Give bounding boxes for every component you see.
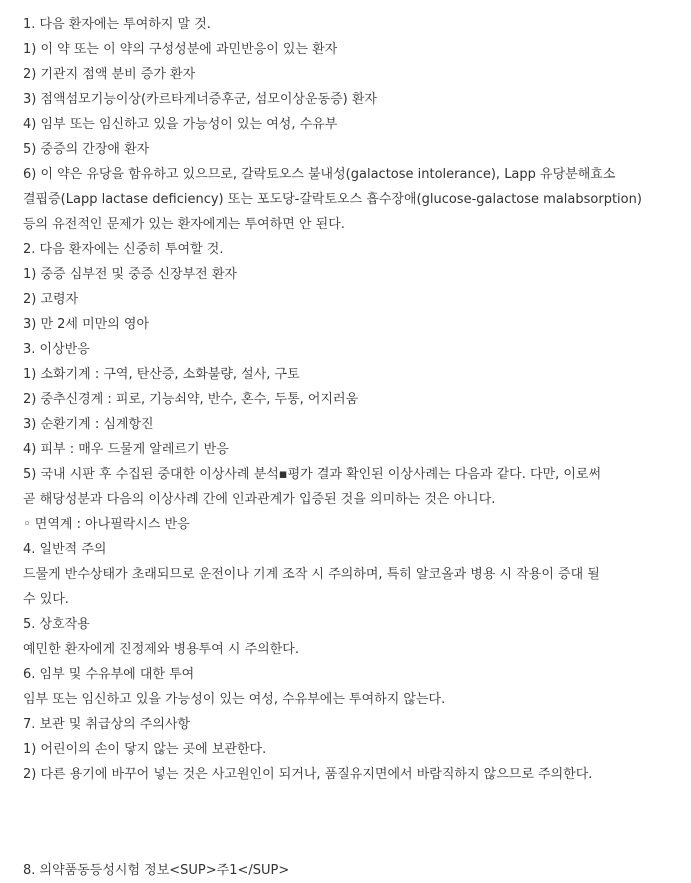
text-line: 2) 중추신경계 : 피로, 기능쇠약, 반수, 혼수, 두통, 어지러움 [23, 392, 359, 407]
text-line: 4) 피부 : 매우 드물게 알레르기 반응 [23, 442, 229, 457]
text-line: 예민한 환자에게 진정제와 병용투여 시 주의한다. [23, 642, 299, 657]
text-line: 곧 해당성분과 다음의 이상사례 간에 인과관계가 입증된 것을 의미하는 것은 아니다. [23, 492, 496, 507]
text-line: 3) 만 2세 미만의 영아 [23, 317, 150, 332]
section-heading-interactions: 5. 상호작용 [23, 617, 90, 632]
text-line: 수 있다. [23, 592, 69, 607]
text-line: 2) 기관지 점액 분비 증가 환자 [23, 67, 196, 82]
text-line: 1) 중증 심부전 및 중증 신장부전 환자 [23, 267, 237, 282]
text-line: 3) 순환기계 : 심계항진 [23, 417, 154, 432]
section-heading-pregnancy: 6. 임부 및 수유부에 대한 투여 [23, 667, 195, 682]
text-line: ◦ 면역계 : 아나필락시스 반응 [23, 517, 190, 532]
section-heading-careful-use: 2. 다음 환자에는 신중히 투여할 것. [23, 242, 224, 257]
text-line: 등의 유전적인 문제가 있는 환자에게는 투여하면 안 된다. [23, 217, 345, 232]
section-heading-general-precautions: 4. 일반적 주의 [23, 542, 107, 557]
text-line: 임부 또는 임신하고 있을 가능성이 있는 여성, 수유부에는 투여하지 않는다. [23, 692, 446, 707]
text-line: 1) 소화기계 : 구역, 탄산증, 소화불량, 설사, 구토 [23, 367, 300, 382]
text-line: 5) 중증의 간장애 환자 [23, 142, 150, 157]
document-body [23, 12, 683, 787]
section-heading-contraindications: 1. 다음 환자에는 투여하지 말 것. [23, 17, 211, 32]
section-heading-storage: 7. 보관 및 취급상의 주의사항 [23, 717, 191, 732]
text-line: 6) 이 약은 유당을 함유하고 있으므로, 갈락토오스 불내성(galactose intolerance), Lapp 유당분해효소 [23, 167, 616, 182]
text-line: 1) 어린이의 손이 닿지 않는 곳에 보관한다. [23, 742, 267, 757]
text-line: 5) 국내 시판 후 수집된 중대한 이상사례 분석▪평가 결과 확인된 이상사례는 다음과 같다. 다만, 이로써 [23, 467, 602, 482]
section-heading-equivalence-info: 8. 의약품동등성시험 정보<SUP>주1</SUP> [23, 863, 290, 878]
text-line: 4) 임부 또는 임신하고 있을 가능성이 있는 여성, 수유부 [23, 117, 338, 132]
section-heading-adverse-reactions: 3. 이상반응 [23, 342, 90, 357]
text-line: 드물게 반수상태가 초래되므로 운전이나 기계 조작 시 주의하며, 특히 알코올과 병용 시 작용이 증대 될 [23, 567, 600, 582]
text-line: 3) 점액섬모기능이상(카르타게너증후군, 섬모이상운동증) 환자 [23, 92, 377, 107]
text-line: 결핍증(Lapp lactase deficiency) 또는 포도당-갈락토오스 흡수장애(glucose-galactose malabsorption) [23, 192, 642, 207]
text-line: 1) 이 약 또는 이 약의 구성성분에 과민반응이 있는 환자 [23, 42, 338, 57]
text-line: 2) 고령자 [23, 292, 79, 307]
text-line: 2) 다른 용기에 바꾸어 넣는 것은 사고원인이 되거나, 품질유지면에서 바람직하지 않으므로 주의한다. [23, 767, 593, 782]
